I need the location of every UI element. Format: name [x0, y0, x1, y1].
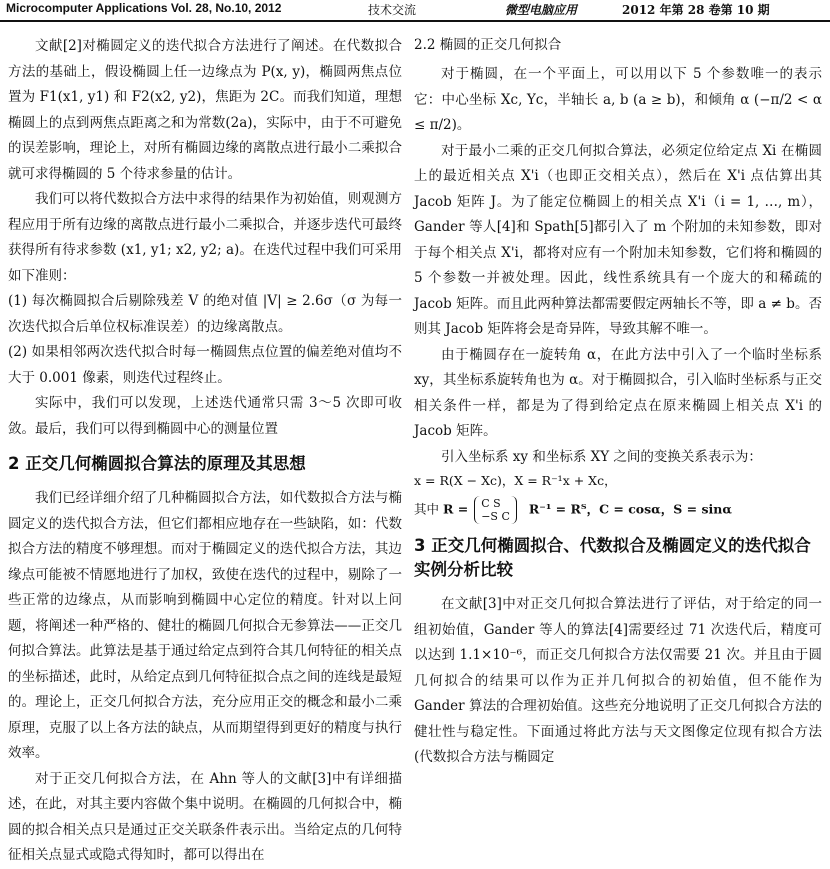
subsection-heading: 2.2 椭圆的正交几何拟合 — [414, 37, 562, 53]
paragraph: 对于正交几何拟合方法，在 Ahn 等人的文献[3]中有详细描述，在此，对其主要内容做个集中说明。在椭圆的几何拟合中，椭圆的拟合相关点只是通过正交关联条件表示出。当给定点的几何特征相关点显式或隐式得知时，都可以得出在 — [8, 770, 402, 863]
criterion-item: (2) 如果相邻两次迭代拟合时每一椭圆焦点位置的偏差绝对值均不大于 0.001 像素，则迭代过程终止。 — [8, 344, 402, 386]
paragraph: 文献[2]对椭圆定义的迭代拟合方法进行了阐述。在代数拟合方法的基础上，假设椭圆上任一边缘点为 P(x, y)，椭圆两焦点位置为 F1(x1, y1) 和 F2(x2, y2)，焦距为 2C。而我们知道，理想椭圆上的点到两焦点距离之和为常数(2a)，实际中，由于不可避免的误差影响，理论上，对所有椭圆边缘的离散点进行最小二乘拟合就可求得椭圆的 5 个待求参量的估计。 — [8, 38, 402, 182]
matrix-row: C S — [481, 497, 501, 510]
issue-label: 2012 年第 28 卷第 10 期 — [622, 3, 770, 17]
running-header — [0, 0, 830, 22]
criterion-item: (1) 每次椭圆拟合后剔除残差 V 的绝对值 |V| ≥ 2.6σ（σ 为每一次迭代拟合后单位权标准误差）的边缘离散点。 — [8, 293, 402, 335]
journal-name-cn: 微型电脑应用 — [505, 3, 578, 17]
matrix-row: −S C — [481, 510, 510, 523]
section-heading: 3 正交几何椭圆拟合、代数拟合及椭圆定义的迭代拟合实例分析比较 — [414, 536, 811, 579]
paragraph: 对于椭圆，在一个平面上，可以用以下 5 个参数唯一的表示它：中心坐标 Xc, Yc，半轴长 a, b (a ≥ b)，和倾角 α (−π/2 < α ≤ π/2)。 — [414, 66, 822, 133]
section-label: 技术交流 — [368, 3, 417, 17]
matrix-symbol-r: R = — [443, 501, 469, 517]
matrix-relations: R⁻¹ = Rᵀ，C = cosα，S = sinα — [528, 501, 732, 517]
paragraph: 我们已经详细介绍了几种椭圆拟合方法，如代数拟合方法与椭圆定义的迭代拟合方法，但它们都相应地存在一些缺陷，如：代数拟合方法的精度不够理想。而对于椭圆定义的迭代拟合方法，其边缘点可能被不情愿地进行了加权，致使在迭代的过程中，剔除了一些正常的边缘点，从而影响到椭圆中心定位的精度。针对以上问题，将阐述一种严格的、健壮的椭圆几何拟合无参算法——正交几何拟合算法。此算法是基于通过给定点到符合其几何特征的相关点的坐标描述，此时，从给定点到几何特征拟合点之间的连线是最短的。理论上，正交几何拟合方法，充分应用正交的概念和最小二乘原理，克服了以上各方法的缺点，从而期望得到更好的精度与执行效率。 — [8, 490, 402, 761]
paragraph: 对于最小二乘的正交几何拟合算法，必须定位给定点 Xi 在椭圆上的最近相关点 X'i（也即正交相关点），然后在 X'i 点估算出其 Jacob 矩阵 J。为了能定位椭圆上的相关点 X'i（i = 1, …, m），Gander 等人[4]和 Spath[5]都引入了 m 个附加的未知参数，即对于每个相关点 X'i，都将对应有一个附加未知参数，它们将和椭圆的 5 个参数一并被处理。因此，线性系统具有一个庞大的和稀疏的 Jacob 矩阵。而且此两种算法都需要假定两轴长不等，即 a ≠ b。否则其 Jacob 矩阵将会是奇异阵，导致其解不唯一。 — [414, 142, 822, 337]
paragraph: 我们可以将代数拟合方法中求得的结果作为初始值，则观测方程应用于所有边缘的离散点进行最小二乘拟合，并逐步迭代可最终获得所有待求参数 (x1, y1; x2, y2; a)。在迭代过程中我们可采用如下准则： — [8, 191, 402, 284]
paragraph: 在文献[3]中对正交几何拟合算法进行了评估，对于给定的同一组初始值，Gander 等人的算法[4]需要经过 71 次迭代后，精度可以达到 1.1×10⁻⁶，而正交几何拟合方法仅需要 21 次。并且由于圆几何拟合的结果可以作为正并几何拟合的初始值，但不能作为 Gander 算法的合理初始值。这些充分地说明了正交几何拟合方法的健壮性与稳定性。下面通过将此方法与天文图像定位现有拟合方法(代数拟合方法与椭圆定 — [414, 596, 822, 765]
formula-prefix: 其中 — [414, 501, 440, 517]
paragraph: 由于椭圆存在一旋转角 α，在此方法中引入了一个临时坐标系 xy，其坐标系旋转角也为 α。对于椭圆拟合，引入临时坐标系与正交相关条件一样，都是为了得到给定点在原来椭圆上相关点 X'i 的 Jacob 矩阵。 — [414, 346, 822, 439]
rotation-matrix — [474, 496, 517, 524]
left-column — [8, 34, 402, 869]
rotation-matrix-equation — [414, 496, 822, 524]
paragraph: 实际中，我们可以发现，上述迭代通常只需 3～5 次即可收敛。最后，我们可以得到椭圆中心的测量位置 — [8, 395, 402, 437]
transform-equation: x = R(X − Xc)，X = R⁻¹x + Xc， — [414, 473, 617, 488]
journal-name: Microcomputer Applications Vol. 28, No.10, 2012 — [6, 1, 282, 15]
section-heading: 2 正交几何椭圆拟合算法的原理及其思想 — [8, 454, 306, 473]
right-column — [414, 34, 822, 771]
paragraph: 引入坐标系 xy 和坐标系 XY 之间的变换关系表示为： — [441, 448, 762, 465]
